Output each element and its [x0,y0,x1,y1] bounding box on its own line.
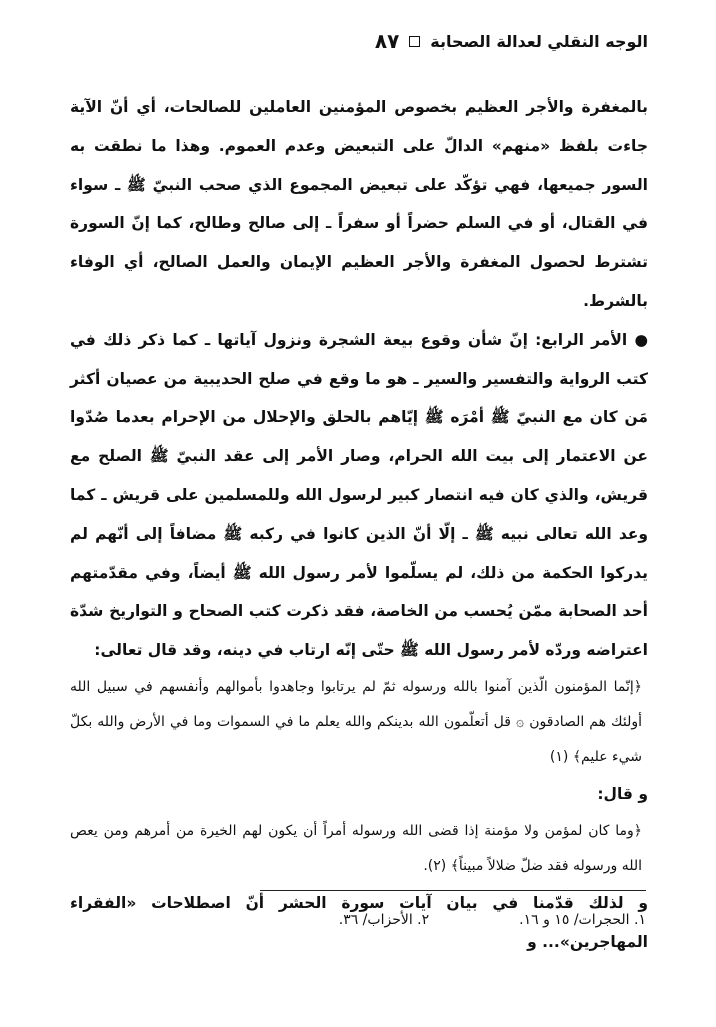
paragraph-intro: بالمغفرة والأجر العظيم بخصوص المؤمنين العاملين للصالحات، أي أنّ الآية جاءت بلفظ «منهم» الدالّ على التبعيض وعدم العموم. وهذا ما نطقت به السور جميعها، فهي تؤكّد على تبعيض المجموع الذي صحب النبيّ ﷺ ـ سواء في القتال، أو في السلم حضراً أو سفراً ـ إلى صالح وطالح، كما إنّ السورة تشترط لحصول المغفرة والأجر العظيم الإيمان والعمل الصالح، أي الوفاء بالشرط. [70,98,648,310]
main-text [70,88,648,961]
footnote-1: ١. الحجرات/ ١٥ و ١٦. [519,912,646,928]
footnotes [70,900,646,940]
connector-text: و قال: [597,784,648,803]
running-title: الوجه النقلي لعدالة الصحابة [430,31,648,51]
footnote-separator [260,890,646,891]
paragraph-fourth-matter: ● الأمر الرابع: إنّ شأن وقوع بيعة الشجرة ونزول آياتها ـ كما ذكر ذلك في كتب الرواية والتفسير والسير ـ هو ما وقع في صلح الحديبية من عصيان أكثر مَن كان مع النبيّ ﷺ أمْرَه ﷺ إيّاهم بالحلق والإحلال من الإحرام بعدما صُدّوا عن الاعتمار إلى بيت الله الحرام، وصار الأمر إلى عقد النبيّ ﷺ الصلح مع قريش، والذي كان فيه انتصار كبير لرسول الله وللمسلمين على قريش ـ كما وعد الله تعالى نبيه ﷺ ـ إلّا أنّ الذين كانوا في ركبه ﷺ مضافاً إلى أنّهم لم يدركوا الحكمة من ذلك، لم يسلّموا لأمر رسول الله ﷺ أيضاً، وفي مقدّمتهم أحد الصحابة ممّن يُحسب من الخاصة، فقد ذكرت كتب الصحاح و التواريخ شدّة اعتراضه وردّه لأمر رسول الله ﷺ حتّى إنّه ارتاب في دينه، وقد قال تعالى: [70,330,648,660]
quran-quote-hujurat: ﴿إنّما المؤمنون الّذين آمنوا بالله ورسوله ثمّ لم يرتابوا وجاهدوا بأموالهم وأنفسهم في سبيل الله أولئك هم الصادقون ۞ قل أتعلّمون الله بدينكم والله يعلم ما في السموات وما في الأرض والله بكلّ شيء عليم﴾ (١) [70,678,642,765]
page-number: ٨٧ [374,29,400,53]
quran-quote-ahzab: ﴿وما كان لمؤمن ولا مؤمنة إذا قضى الله ورسوله أمراً أن يكون لهم الخيرة من أمرهم ومن يعص الله ورسوله فقد ضلّ ضلالاً مبيناً﴾ (٢). [70,822,642,874]
square-ornament-icon [409,36,420,47]
running-header [60,26,648,56]
closing-line: و لذلك قدّمنا في بيان آيات سورة الحشر أنّ اصطلاحات «الفقراء المهاجرين»... و [70,893,648,951]
footnote-2: ٢. الأحزاب/ ٣٦. [338,912,430,928]
